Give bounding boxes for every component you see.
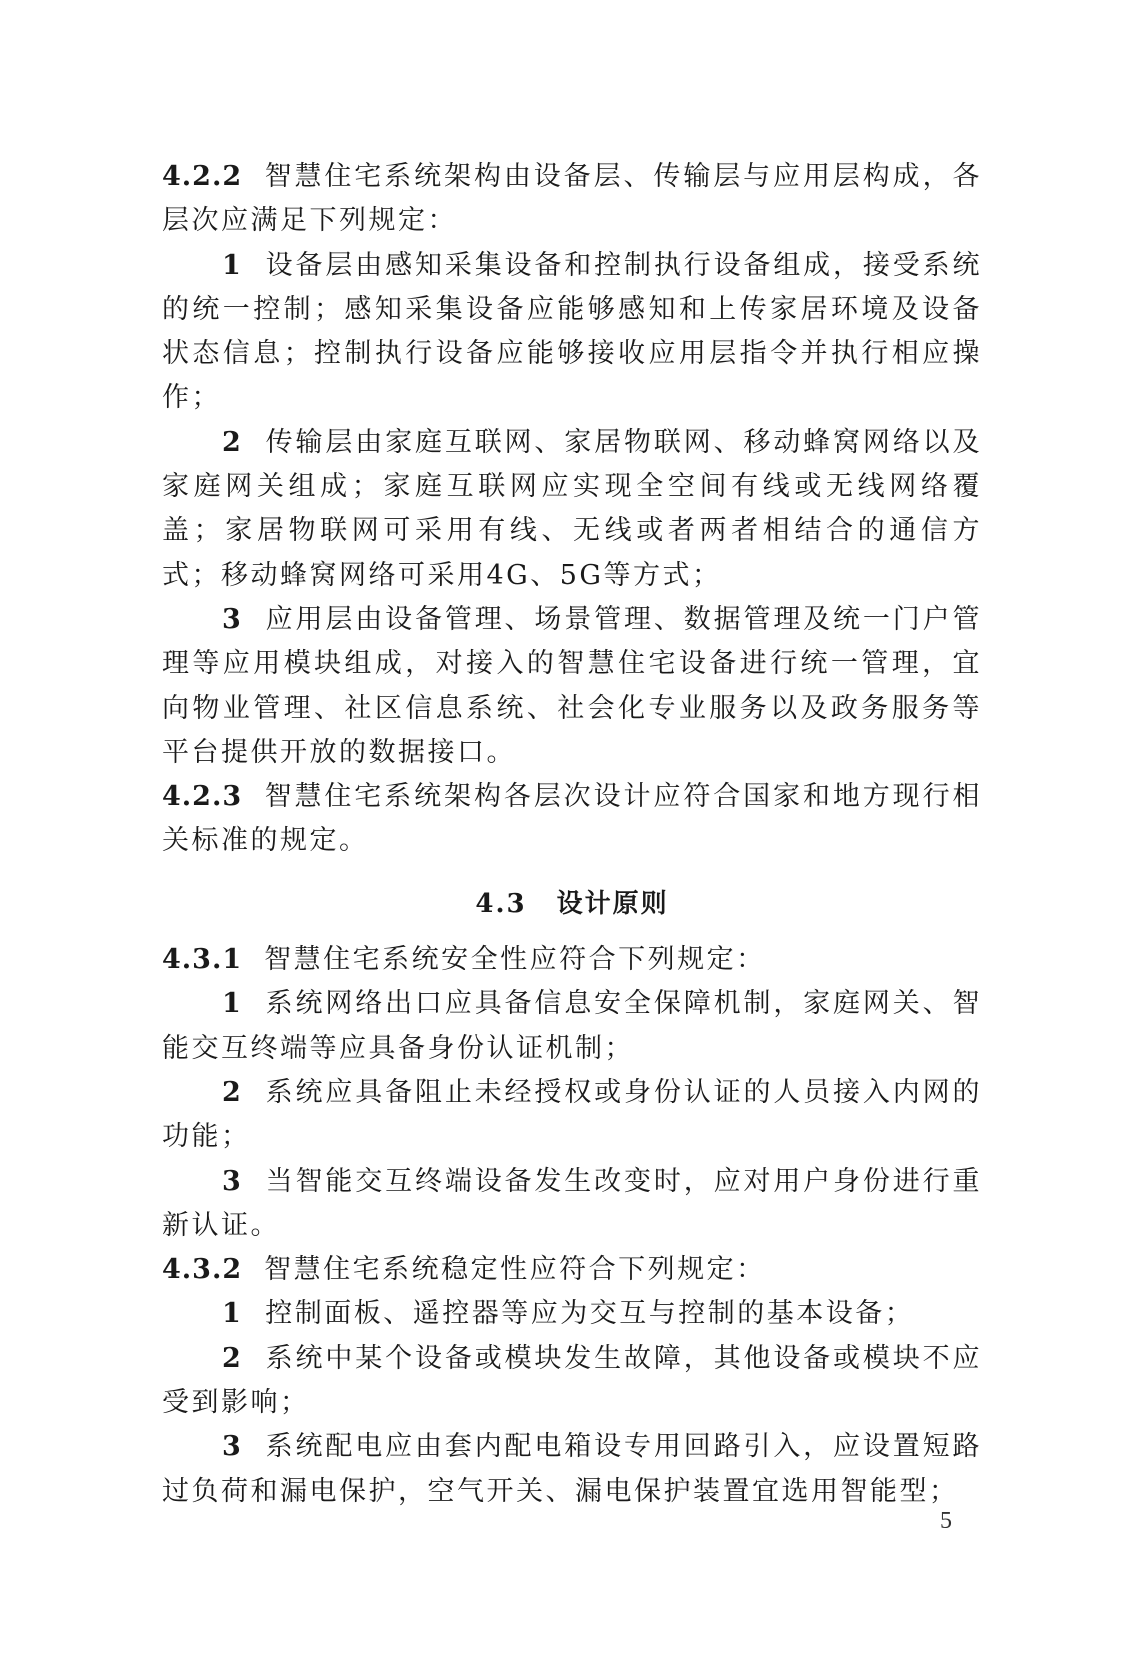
item-text: 传输层由家庭互联网、家居物联网、移动蜂窝网络以及家庭网关组成；家庭互联网应实现全空间有线或无线网络覆盖；家居物联网可采用有线、无线或者两者相结合的通信方式；移动蜂窝网络可采用4G、5G等方式；	[162, 426, 982, 591]
item-number: 2	[222, 426, 244, 458]
clause-4-3-1	[162, 938, 982, 982]
list-item	[162, 421, 982, 598]
list-item	[162, 1160, 982, 1249]
item-number: 3	[222, 603, 244, 635]
section-title: 设计原则	[556, 888, 669, 919]
item-text: 系统网络出口应具备信息安全保障机制，家庭网关、智能交互终端等应具备身份认证机制；	[162, 988, 982, 1064]
clause-number: 4.2.2	[162, 161, 243, 192]
clause-4-3-2	[162, 1248, 982, 1292]
item-text: 系统应具备阻止未经授权或身份认证的人员接入内网的功能；	[162, 1076, 982, 1153]
clause-number: 4.3.2	[162, 1254, 243, 1286]
list-item	[162, 1337, 982, 1426]
page-number: 5	[940, 1508, 952, 1534]
item-text: 控制面板、遥控器等应为交互与控制的基本设备；	[265, 1298, 915, 1330]
item-number: 3	[222, 1165, 244, 1197]
item-text: 设备层由感知采集设备和控制执行设备组成，接受系统的统一控制；感知采集设备应能够感知和上传家居环境及设备状态信息；控制执行设备应能够接收应用层指令并执行相应操作；	[162, 249, 982, 414]
item-text: 当智能交互终端设备发生改变时，应对用户身份进行重新认证。	[162, 1165, 982, 1241]
clause-text: 智慧住宅系统架构由设备层、传输层与应用层构成，各层次应满足下列规定：	[162, 161, 982, 237]
list-item	[162, 1071, 982, 1160]
clause-text: 智慧住宅系统安全性应符合下列规定：	[264, 944, 766, 976]
clause-text: 智慧住宅系统稳定性应符合下列规定：	[264, 1254, 766, 1286]
list-item	[162, 982, 982, 1071]
item-number: 2	[222, 1076, 244, 1108]
clause-number: 4.3.1	[162, 944, 243, 976]
list-item	[162, 244, 982, 421]
clause-text: 智慧住宅系统架构各层次设计应符合国家和地方现行相关标准的规定。	[162, 781, 982, 857]
item-number: 3	[222, 1431, 244, 1463]
list-item	[162, 1292, 982, 1336]
list-item	[162, 598, 982, 775]
item-number: 1	[222, 249, 244, 281]
item-number: 1	[222, 988, 244, 1020]
item-number: 2	[222, 1342, 244, 1374]
clause-4-2-3	[162, 775, 982, 864]
item-number: 1	[222, 1298, 244, 1330]
item-text: 应用层由设备管理、场景管理、数据管理及统一门户管理等应用模块组成，对接入的智慧住宅设备进行统一管理，宜向物业管理、社区信息系统、社会化专业服务以及政务服务等平台提供开放的数据接口。	[162, 603, 982, 768]
document-body	[162, 155, 982, 1514]
clause-number: 4.2.3	[162, 781, 243, 813]
item-text: 系统中某个设备或模块发生故障，其他设备或模块不应受到影响；	[162, 1342, 982, 1419]
section-number: 4.3	[475, 888, 527, 919]
list-item	[162, 1425, 982, 1514]
section-heading	[162, 882, 982, 926]
item-text: 系统配电应由套内配电箱设专用回路引入，应设置短路过负荷和漏电保护，空气开关、漏电保护装置宜选用智能型；	[162, 1431, 982, 1507]
clause-4-2-2	[162, 155, 982, 244]
